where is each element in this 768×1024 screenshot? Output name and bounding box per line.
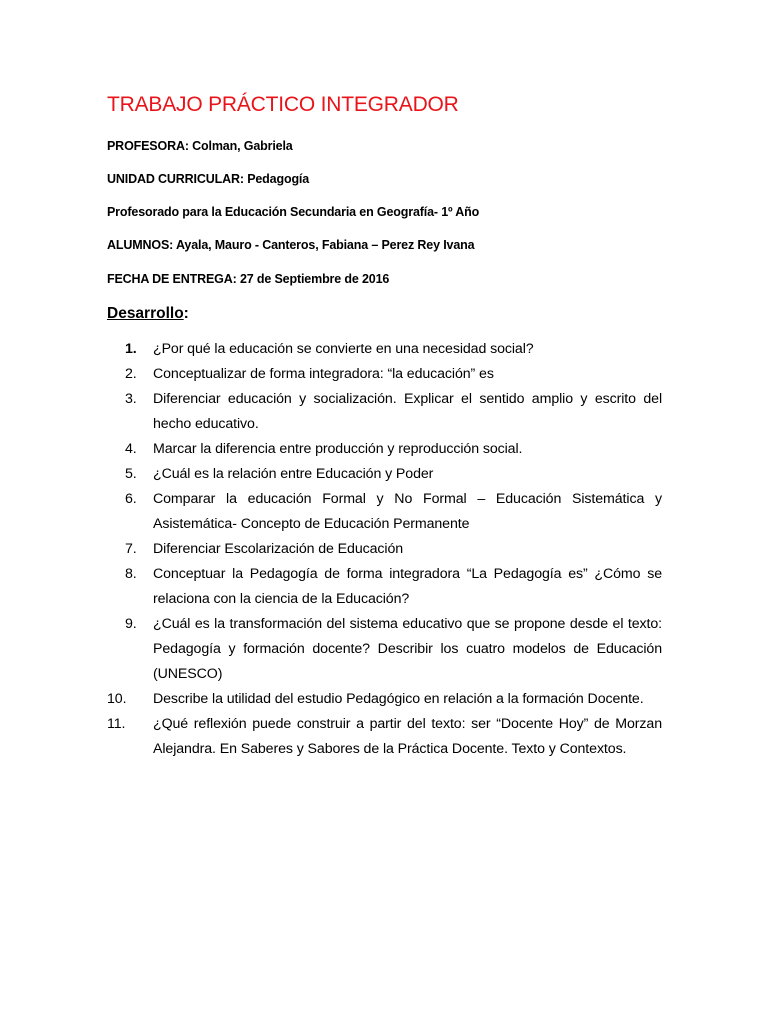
section-heading	[107, 305, 189, 323]
list-item	[107, 337, 662, 362]
item-text: ¿Cuál es la transformación del sistema educativo que se propone desde el texto: Pedagogía y formación docente? Describir los cuatro modelos de Educación (UNESCO)	[153, 616, 662, 682]
program-line: Profesorado para la Educación Secundaria en Geografía- 1º Año	[107, 205, 480, 219]
item-number: 3.	[125, 391, 137, 407]
list-item	[107, 487, 662, 537]
teacher-line: PROFESORA: Colman, Gabriela	[107, 139, 293, 153]
item-number: 10.	[107, 691, 127, 707]
curricular-unit-line: UNIDAD CURRICULAR: Pedagogía	[107, 172, 310, 186]
item-number: 6.	[125, 491, 137, 507]
list-item	[107, 387, 662, 437]
item-text: Comparar la educación Formal y No Formal – Educación Sistemática y Asistemática- Concepto de Educación Permanente	[153, 491, 662, 532]
section-title: Desarrollo	[107, 305, 184, 322]
item-text: ¿Por qué la educación se convierte en una necesidad social?	[153, 341, 534, 357]
item-text: Conceptuar la Pedagogía de forma integradora “La Pedagogía es” ¿Cómo se relaciona con la ciencia de la Educación?	[153, 566, 662, 607]
item-text: Diferenciar Escolarización de Educación	[153, 541, 404, 557]
item-number: 7.	[125, 541, 137, 557]
item-number: 5.	[125, 466, 137, 482]
item-text: ¿Cuál es la relación entre Educación y Poder	[153, 466, 434, 482]
item-number: 9.	[125, 616, 137, 632]
questions-list	[107, 337, 662, 762]
item-text: Describe la utilidad del estudio Pedagógico en relación a la formación Docente.	[153, 691, 644, 707]
item-number: 4.	[125, 441, 137, 457]
list-item	[107, 687, 662, 712]
item-number: 8.	[125, 566, 137, 582]
item-text: Conceptualizar de forma integradora: “la educación” es	[153, 366, 494, 382]
list-item	[107, 537, 662, 562]
section-colon: :	[183, 305, 189, 322]
document-title: TRABAJO PRÁCTICO INTEGRADOR	[107, 93, 459, 116]
item-number: 2.	[125, 366, 137, 382]
list-item	[107, 712, 662, 762]
list-item	[107, 462, 662, 487]
list-item	[107, 437, 662, 462]
item-text: ¿Qué reflexión puede construir a partir del texto: ser “Docente Hoy” de Morzan Alejandra. En Saberes y Sabores de la Práctica Docente. Texto y Contextos.	[153, 716, 662, 757]
item-number: 11.	[107, 716, 126, 732]
item-number: 1.	[125, 341, 137, 357]
list-item	[107, 612, 662, 687]
item-text: Diferenciar educación y socialización. Explicar el sentido amplio y escrito del hecho educativo.	[153, 391, 662, 432]
due-date-line: FECHA DE ENTREGA: 27 de Septiembre de 2016	[107, 272, 390, 286]
students-line: ALUMNOS: Ayala, Mauro - Canteros, Fabiana – Perez Rey Ivana	[107, 238, 475, 252]
list-item	[107, 362, 662, 387]
item-text: Marcar la diferencia entre producción y reproducción social.	[153, 441, 523, 457]
list-item	[107, 562, 662, 612]
